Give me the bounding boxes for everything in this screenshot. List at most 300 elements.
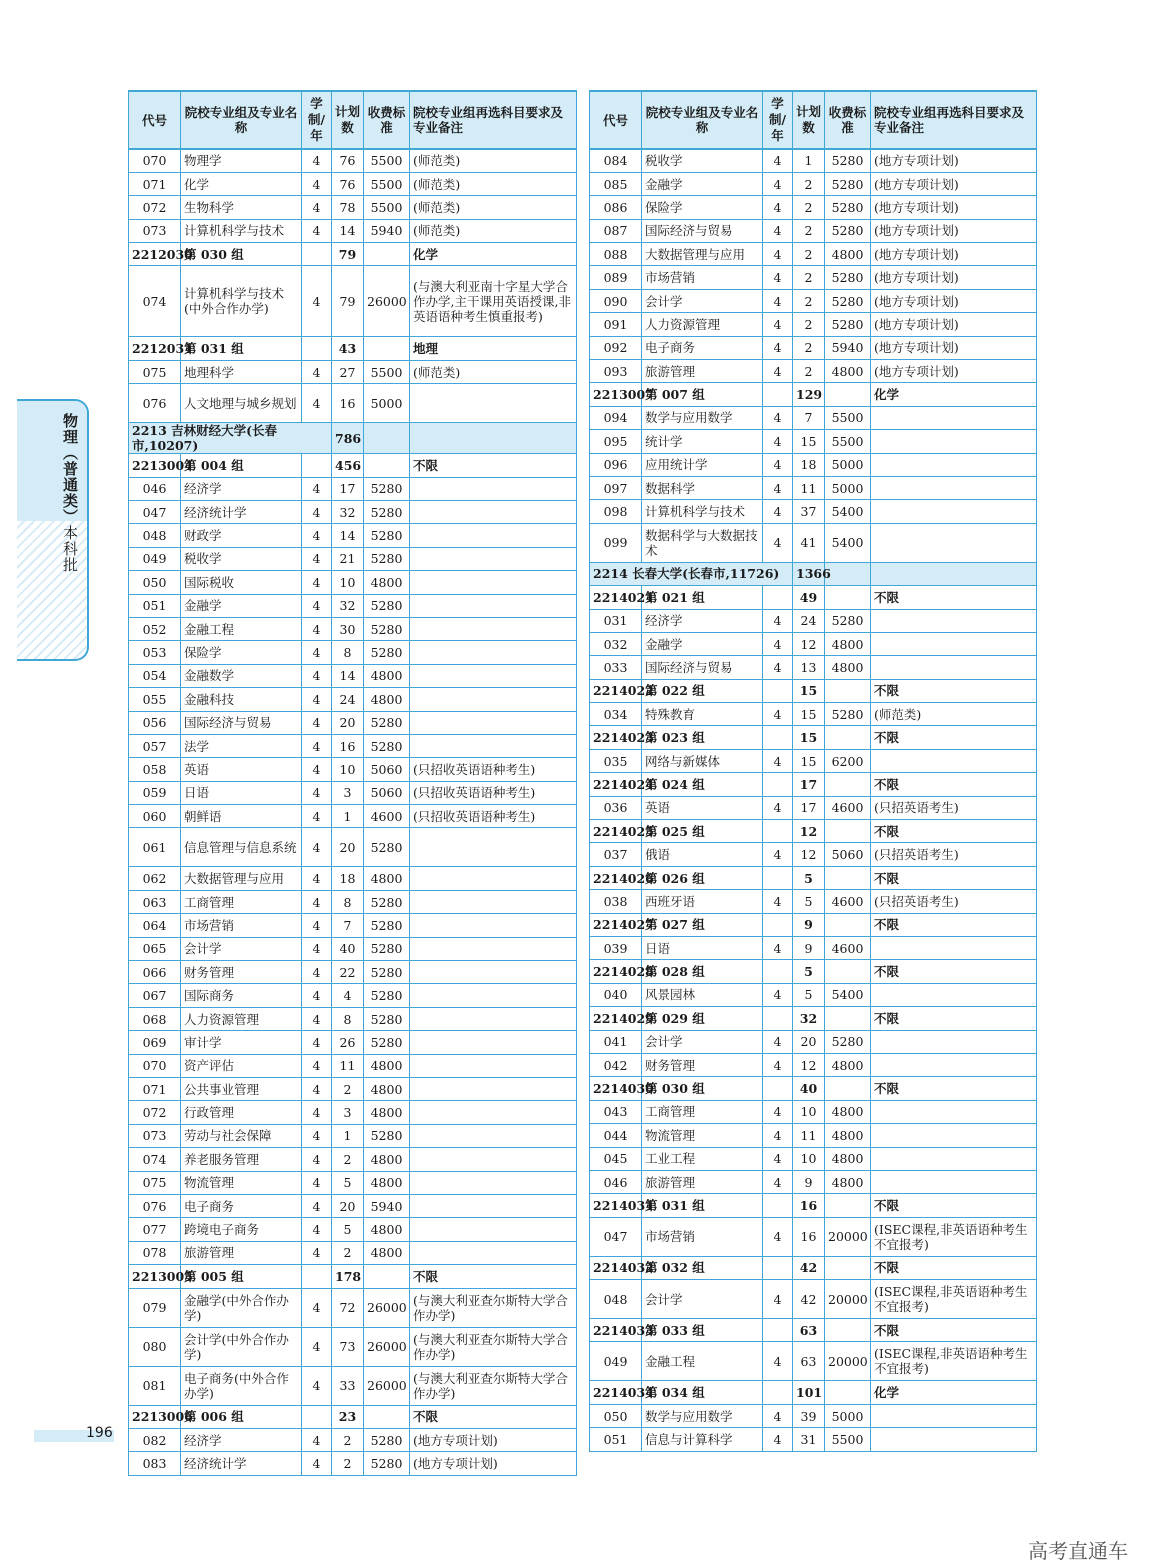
cell-code: 091 bbox=[590, 313, 642, 336]
cell-plan: 20 bbox=[332, 1194, 364, 1217]
major-row bbox=[590, 632, 1037, 655]
cell-name: 会计学 bbox=[642, 289, 763, 312]
cell-code: 032 bbox=[590, 632, 642, 655]
cell-plan: 41 bbox=[793, 523, 825, 562]
cell-fee bbox=[825, 1256, 871, 1279]
cell-years: 4 bbox=[302, 1054, 332, 1077]
cell-years: 4 bbox=[763, 983, 793, 1006]
cell-fee: 5400 bbox=[825, 983, 871, 1006]
cell-note bbox=[410, 1241, 577, 1264]
cell-years bbox=[763, 1319, 793, 1342]
cell-code: 048 bbox=[590, 1280, 642, 1319]
university-row bbox=[129, 423, 577, 454]
cell-fee bbox=[825, 383, 871, 406]
cell-code: 083 bbox=[129, 1452, 181, 1475]
cell-years: 4 bbox=[302, 890, 332, 913]
cell-code: 061 bbox=[129, 828, 181, 867]
cell-plan: 8 bbox=[332, 890, 364, 913]
cell-name: 经济学 bbox=[181, 477, 302, 500]
cell-name: 劳动与社会保障 bbox=[181, 1124, 302, 1147]
header-plan: 计划数 bbox=[793, 91, 825, 149]
cell-name: 数据科学与大数据技术 bbox=[642, 523, 763, 562]
header-years: 学制/年 bbox=[302, 91, 332, 149]
group-row bbox=[590, 913, 1037, 936]
cell-plan: 13 bbox=[793, 656, 825, 679]
cell-code: 041 bbox=[590, 1030, 642, 1053]
cell-code: 076 bbox=[129, 1194, 181, 1217]
cell-code: 2213007 bbox=[590, 383, 642, 406]
cell-years: 4 bbox=[302, 149, 332, 172]
cell-code: 088 bbox=[590, 243, 642, 266]
cell-code: 098 bbox=[590, 500, 642, 523]
header-name: 院校专业组及专业名称 bbox=[642, 91, 763, 149]
cell-note: (与澳大利亚查尔斯特大学合作办学) bbox=[410, 1327, 577, 1366]
cell-note: 不限 bbox=[871, 820, 1037, 843]
cell-fee: 5060 bbox=[825, 843, 871, 866]
cell-plan: 1 bbox=[332, 1124, 364, 1147]
cell-fee: 5280 bbox=[825, 219, 871, 242]
cell-note bbox=[410, 641, 577, 664]
cell-note bbox=[871, 430, 1037, 453]
cell-years: 4 bbox=[763, 266, 793, 289]
major-row bbox=[590, 523, 1037, 562]
cell-note bbox=[871, 1124, 1037, 1147]
cell-note bbox=[410, 1124, 577, 1147]
cell-code: 051 bbox=[590, 1428, 642, 1451]
cell-plan: 72 bbox=[332, 1288, 364, 1327]
group-row bbox=[129, 454, 577, 477]
cell-note bbox=[410, 547, 577, 570]
cell-plan: 16 bbox=[332, 734, 364, 757]
admission-table-right bbox=[589, 90, 1037, 1452]
major-row bbox=[129, 1194, 577, 1217]
cell-years: 4 bbox=[763, 1428, 793, 1451]
major-row bbox=[129, 501, 577, 524]
cell-years: 4 bbox=[302, 1327, 332, 1366]
cell-plan: 24 bbox=[793, 609, 825, 632]
major-row bbox=[590, 1053, 1037, 1076]
cell-plan: 2 bbox=[793, 172, 825, 195]
cell-name: 第 031 组 bbox=[181, 337, 302, 360]
cell-code: 036 bbox=[590, 796, 642, 819]
cell-name: 会计学(中外合作办学) bbox=[181, 1327, 302, 1366]
major-row bbox=[129, 172, 577, 195]
cell-note: (地方专项计划) bbox=[410, 1452, 577, 1475]
major-row bbox=[590, 983, 1037, 1006]
cell-fee: 4800 bbox=[364, 664, 410, 687]
major-row bbox=[590, 1170, 1037, 1193]
cell-name: 金融科技 bbox=[181, 688, 302, 711]
cell-fee bbox=[825, 1194, 871, 1217]
major-row bbox=[590, 219, 1037, 242]
cell-fee: 4800 bbox=[825, 243, 871, 266]
cell-name: 网络与新媒体 bbox=[642, 749, 763, 772]
cell-note bbox=[410, 1054, 577, 1077]
cell-note bbox=[871, 1100, 1037, 1123]
cell-name: 工商管理 bbox=[181, 890, 302, 913]
cell-fee: 5280 bbox=[364, 828, 410, 867]
cell-fee bbox=[825, 1007, 871, 1030]
cell-fee: 26000 bbox=[364, 1366, 410, 1405]
major-row bbox=[590, 500, 1037, 523]
cell-years: 4 bbox=[763, 1280, 793, 1319]
cell-fee: 5280 bbox=[364, 961, 410, 984]
cell-note bbox=[410, 890, 577, 913]
cell-fee: 5000 bbox=[825, 453, 871, 476]
cell-fee: 4800 bbox=[364, 867, 410, 890]
cell-code: 075 bbox=[129, 1171, 181, 1194]
cell-fee: 5000 bbox=[364, 384, 410, 423]
major-row bbox=[129, 1078, 577, 1101]
cell-years: 4 bbox=[763, 609, 793, 632]
cell-plan: 11 bbox=[793, 476, 825, 499]
major-row bbox=[590, 1124, 1037, 1147]
cell-fee: 5500 bbox=[825, 406, 871, 429]
cell-note bbox=[871, 656, 1037, 679]
group-row bbox=[129, 1265, 577, 1288]
cell-plan: 22 bbox=[332, 961, 364, 984]
cell-note: (与澳大利亚查尔斯特大学合作办学) bbox=[410, 1366, 577, 1405]
cell-note bbox=[410, 1218, 577, 1241]
cell-code: 055 bbox=[129, 688, 181, 711]
major-row bbox=[129, 961, 577, 984]
cell-fee: 4800 bbox=[364, 1218, 410, 1241]
cell-plan: 2 bbox=[332, 1428, 364, 1451]
cell-years bbox=[302, 454, 332, 477]
cell-fee bbox=[364, 1405, 410, 1428]
cell-name: 第 028 组 bbox=[642, 960, 763, 983]
cell-name: 保险学 bbox=[181, 641, 302, 664]
cell-name: 工商管理 bbox=[642, 1100, 763, 1123]
group-row bbox=[590, 586, 1037, 609]
cell-fee: 26000 bbox=[364, 266, 410, 337]
cell-plan: 2 bbox=[793, 196, 825, 219]
cell-name: 第 031 组 bbox=[642, 1194, 763, 1217]
cell-plan: 129 bbox=[793, 383, 825, 406]
cell-code: 2214029 bbox=[590, 1007, 642, 1030]
cell-years: 4 bbox=[302, 937, 332, 960]
cell-years bbox=[763, 726, 793, 749]
cell-fee: 4800 bbox=[825, 1124, 871, 1147]
cell-code: 046 bbox=[129, 477, 181, 500]
major-row bbox=[590, 749, 1037, 772]
cell-code: 089 bbox=[590, 266, 642, 289]
cell-fee: 4800 bbox=[364, 1241, 410, 1264]
cell-fee: 5280 bbox=[825, 196, 871, 219]
cell-code: 084 bbox=[590, 149, 642, 172]
cell-plan: 42 bbox=[793, 1256, 825, 1279]
cell-code: 044 bbox=[590, 1124, 642, 1147]
cell-years: 4 bbox=[763, 843, 793, 866]
cell-years: 4 bbox=[302, 1241, 332, 1264]
cell-years: 4 bbox=[763, 937, 793, 960]
cell-plan: 16 bbox=[793, 1194, 825, 1217]
cell-fee: 5280 bbox=[364, 1428, 410, 1451]
cell-plan: 17 bbox=[793, 796, 825, 819]
cell-fee: 4800 bbox=[364, 1101, 410, 1124]
header-code: 代号 bbox=[590, 91, 642, 149]
cell-code: 039 bbox=[590, 937, 642, 960]
watermark: 高考直通车 bbox=[1028, 1539, 1128, 1563]
cell-code: 2214027 bbox=[590, 913, 642, 936]
cell-plan: 12 bbox=[793, 820, 825, 843]
cell-fee: 5280 bbox=[364, 984, 410, 1007]
cell-name: 市场营销 bbox=[642, 266, 763, 289]
cell-note bbox=[410, 711, 577, 734]
cell-years: 4 bbox=[763, 453, 793, 476]
cell-fee: 5500 bbox=[825, 1428, 871, 1451]
cell-note: 不限 bbox=[871, 960, 1037, 983]
cell-plan: 17 bbox=[793, 773, 825, 796]
cell-code: 054 bbox=[129, 664, 181, 687]
cell-note bbox=[871, 1170, 1037, 1193]
cell-note bbox=[871, 749, 1037, 772]
cell-name: 统计学 bbox=[642, 430, 763, 453]
cell-note: (ISEC课程,非英语语种考生不宜报考) bbox=[871, 1280, 1037, 1319]
cell-note bbox=[410, 1171, 577, 1194]
cell-name: 会计学 bbox=[181, 937, 302, 960]
cell-name: 第 022 组 bbox=[642, 679, 763, 702]
cell-code: 2214024 bbox=[590, 773, 642, 796]
major-row bbox=[129, 890, 577, 913]
cell-name: 特殊教育 bbox=[642, 703, 763, 726]
cell-years: 4 bbox=[302, 1078, 332, 1101]
cell-note bbox=[871, 1030, 1037, 1053]
cell-plan: 1366 bbox=[793, 562, 825, 585]
cell-years: 4 bbox=[302, 641, 332, 664]
cell-name: 养老服务管理 bbox=[181, 1148, 302, 1171]
cell-years: 4 bbox=[302, 172, 332, 195]
cell-years: 4 bbox=[302, 664, 332, 687]
cell-plan: 4 bbox=[332, 984, 364, 1007]
major-row bbox=[129, 1428, 577, 1451]
cell-code: 073 bbox=[129, 1124, 181, 1147]
major-row bbox=[129, 867, 577, 890]
cell-fee: 5280 bbox=[364, 890, 410, 913]
cell-years: 4 bbox=[302, 711, 332, 734]
cell-note: (地方专项计划) bbox=[871, 336, 1037, 359]
cell-plan: 43 bbox=[332, 337, 364, 360]
major-row bbox=[590, 1342, 1037, 1381]
cell-years: 4 bbox=[763, 149, 793, 172]
major-row bbox=[129, 1054, 577, 1077]
cell-fee: 5280 bbox=[364, 711, 410, 734]
cell-plan: 178 bbox=[332, 1265, 364, 1288]
cell-name: 财政学 bbox=[181, 524, 302, 547]
cell-fee: 5400 bbox=[825, 523, 871, 562]
cell-plan: 5 bbox=[793, 983, 825, 1006]
cell-years: 4 bbox=[302, 547, 332, 570]
cell-name: 信息与计算科学 bbox=[642, 1428, 763, 1451]
major-row bbox=[590, 196, 1037, 219]
cell-note bbox=[410, 867, 577, 890]
cell-code: 081 bbox=[129, 1366, 181, 1405]
cell-code: 076 bbox=[129, 384, 181, 423]
cell-name: 会计学 bbox=[642, 1030, 763, 1053]
cell-note bbox=[410, 501, 577, 524]
cell-note bbox=[410, 617, 577, 640]
major-row bbox=[129, 805, 577, 828]
cell-note bbox=[410, 571, 577, 594]
cell-note: (与澳大利亚南十字星大学合作办学,主干课用英语授课,非英语语种考生慎重报考) bbox=[410, 266, 577, 337]
cell-plan: 2 bbox=[332, 1078, 364, 1101]
cell-plan: 79 bbox=[332, 243, 364, 266]
major-row bbox=[129, 1031, 577, 1054]
cell-name: 英语 bbox=[181, 758, 302, 781]
cell-name: 第 026 组 bbox=[642, 866, 763, 889]
major-row bbox=[129, 1007, 577, 1030]
cell-note: (地方专项计划) bbox=[871, 219, 1037, 242]
cell-name: 第 004 组 bbox=[181, 454, 302, 477]
major-row bbox=[129, 758, 577, 781]
cell-years: 4 bbox=[302, 1366, 332, 1405]
cell-code: 046 bbox=[590, 1170, 642, 1193]
major-row bbox=[129, 984, 577, 1007]
major-row bbox=[129, 1218, 577, 1241]
cell-name: 物流管理 bbox=[642, 1124, 763, 1147]
cell-years: 4 bbox=[763, 196, 793, 219]
cell-note bbox=[410, 594, 577, 617]
cell-plan: 15 bbox=[793, 430, 825, 453]
cell-name: 第 033 组 bbox=[642, 1319, 763, 1342]
group-row bbox=[590, 1194, 1037, 1217]
cell-code: 2214031 bbox=[590, 1194, 642, 1217]
cell-name: 第 025 组 bbox=[642, 820, 763, 843]
cell-years: 4 bbox=[763, 1030, 793, 1053]
cell-name: 旅游管理 bbox=[642, 1170, 763, 1193]
cell-code: 066 bbox=[129, 961, 181, 984]
major-row bbox=[129, 196, 577, 219]
cell-fee: 5280 bbox=[364, 937, 410, 960]
group-row bbox=[129, 243, 577, 266]
major-row bbox=[590, 149, 1037, 172]
header-fee: 收费标准 bbox=[364, 91, 410, 149]
cell-name: 税收学 bbox=[181, 547, 302, 570]
cell-fee: 5000 bbox=[825, 476, 871, 499]
cell-name: 物流管理 bbox=[181, 1171, 302, 1194]
cell-note bbox=[410, 914, 577, 937]
cell-plan: 18 bbox=[793, 453, 825, 476]
cell-note: 不限 bbox=[410, 1405, 577, 1428]
cell-note: (地方专项计划) bbox=[871, 360, 1037, 383]
cell-years bbox=[763, 383, 793, 406]
cell-years: 4 bbox=[763, 1217, 793, 1256]
cell-code: 090 bbox=[590, 289, 642, 312]
cell-name: 经济学 bbox=[642, 609, 763, 632]
cell-plan: 3 bbox=[332, 781, 364, 804]
cell-plan: 15 bbox=[793, 679, 825, 702]
group-row bbox=[590, 383, 1037, 406]
cell-name: 西班牙语 bbox=[642, 890, 763, 913]
cell-fee: 5280 bbox=[364, 1007, 410, 1030]
cell-code: 074 bbox=[129, 1148, 181, 1171]
cell-code: 056 bbox=[129, 711, 181, 734]
cell-name: 物理学 bbox=[181, 149, 302, 172]
cell-note: 不限 bbox=[871, 1194, 1037, 1217]
cell-name: 旅游管理 bbox=[642, 360, 763, 383]
cell-years: 4 bbox=[763, 289, 793, 312]
major-row bbox=[129, 688, 577, 711]
cell-plan: 8 bbox=[332, 641, 364, 664]
cell-name: 金融学 bbox=[642, 632, 763, 655]
cell-code: 2213004 bbox=[129, 454, 181, 477]
cell-note bbox=[871, 500, 1037, 523]
cell-code: 071 bbox=[129, 1078, 181, 1101]
cell-plan: 9 bbox=[793, 1170, 825, 1193]
cell-name: 国际经济与贸易 bbox=[181, 711, 302, 734]
cell-fee: 5060 bbox=[364, 758, 410, 781]
cell-note bbox=[871, 476, 1037, 499]
cell-years bbox=[763, 586, 793, 609]
cell-years: 4 bbox=[302, 477, 332, 500]
cell-note bbox=[871, 937, 1037, 960]
cell-years: 4 bbox=[302, 781, 332, 804]
cell-years: 4 bbox=[302, 360, 332, 383]
cell-code: 038 bbox=[590, 890, 642, 913]
cell-fee: 5280 bbox=[364, 1124, 410, 1147]
cell-fee bbox=[825, 960, 871, 983]
cell-years: 4 bbox=[763, 476, 793, 499]
cell-name: 朝鲜语 bbox=[181, 805, 302, 828]
cell-code: 2213006 bbox=[129, 1405, 181, 1428]
cell-plan: 1 bbox=[332, 805, 364, 828]
cell-fee bbox=[364, 454, 410, 477]
cell-name: 第 023 组 bbox=[642, 726, 763, 749]
cell-note: (只招收英语语种考生) bbox=[410, 758, 577, 781]
side-tab-label bbox=[63, 413, 81, 573]
cell-years: 4 bbox=[763, 703, 793, 726]
cell-fee: 4800 bbox=[364, 1078, 410, 1101]
cell-note bbox=[410, 423, 577, 454]
cell-fee: 26000 bbox=[364, 1327, 410, 1366]
cell-note: 化学 bbox=[871, 1381, 1037, 1404]
cell-code: 085 bbox=[590, 172, 642, 195]
major-row bbox=[590, 1100, 1037, 1123]
cell-years: 4 bbox=[763, 1053, 793, 1076]
cell-years: 4 bbox=[763, 1404, 793, 1427]
cell-code: 051 bbox=[129, 594, 181, 617]
group-row bbox=[590, 773, 1037, 796]
cell-note: (师范类) bbox=[410, 360, 577, 383]
cell-code: 065 bbox=[129, 937, 181, 960]
cell-years: 4 bbox=[302, 1031, 332, 1054]
cell-code: 064 bbox=[129, 914, 181, 937]
major-row bbox=[590, 336, 1037, 359]
cell-note: 不限 bbox=[410, 454, 577, 477]
major-row bbox=[129, 734, 577, 757]
cell-code: 060 bbox=[129, 805, 181, 828]
cell-years: 4 bbox=[302, 1007, 332, 1030]
cell-fee: 4800 bbox=[364, 1054, 410, 1077]
major-row bbox=[129, 641, 577, 664]
cell-plan: 2 bbox=[332, 1452, 364, 1475]
group-row bbox=[590, 1256, 1037, 1279]
cell-years: 4 bbox=[302, 196, 332, 219]
cell-code: 082 bbox=[129, 1428, 181, 1451]
cell-name: 法学 bbox=[181, 734, 302, 757]
cell-plan: 20 bbox=[332, 711, 364, 734]
cell-fee bbox=[825, 1381, 871, 1404]
group-row bbox=[590, 1319, 1037, 1342]
cell-fee: 5280 bbox=[825, 703, 871, 726]
cell-code: 2214030 bbox=[590, 1077, 642, 1100]
major-row bbox=[590, 1217, 1037, 1256]
cell-plan: 14 bbox=[332, 524, 364, 547]
cell-plan: 16 bbox=[332, 384, 364, 423]
cell-years: 4 bbox=[302, 219, 332, 242]
cell-fee: 5280 bbox=[825, 1030, 871, 1053]
cell-plan: 30 bbox=[332, 617, 364, 640]
